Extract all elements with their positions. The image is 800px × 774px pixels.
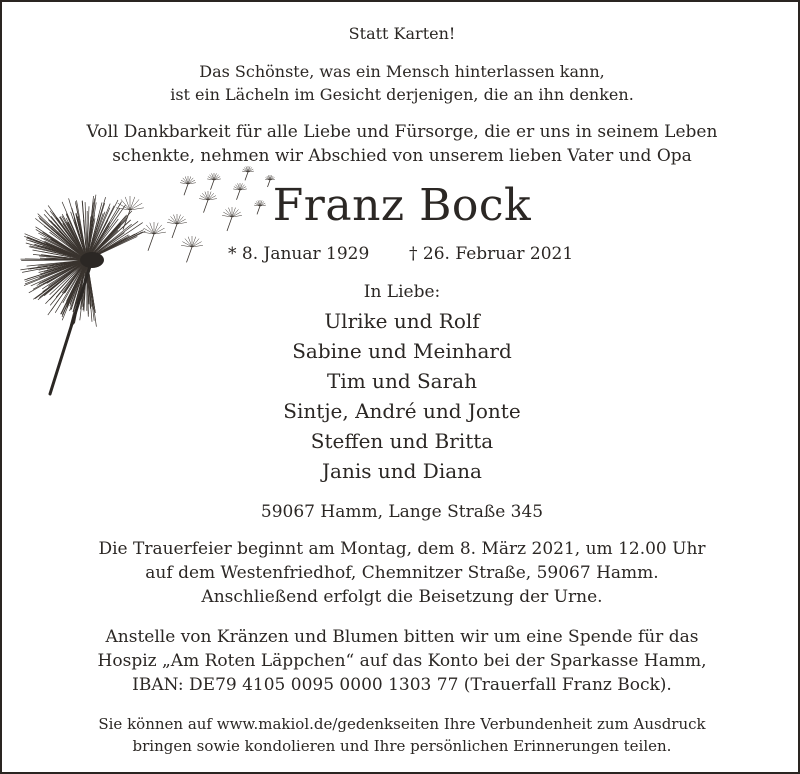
donation-line-1: Anstelle von Kränzen und Blumen bitten wir um eine Spende für das: [105, 627, 699, 647]
header-text: Statt Karten!: [348, 24, 456, 43]
death-date: † 26. Februar 2021: [409, 244, 574, 264]
mourner-name: Janis und Diana: [322, 459, 482, 483]
quote-line-2: ist ein Lächeln im Gesicht derjenigen, die an ihn denken.: [170, 85, 634, 104]
mourners-intro: In Liebe:: [363, 282, 441, 302]
online-line-1: Sie können auf www.makiol.de/gedenkseiten Ihre Verbundenheit zum Ausdruck: [98, 715, 706, 733]
deceased-name: Franz Bock: [272, 180, 532, 231]
mourner-name: Tim und Sarah: [327, 369, 477, 393]
funeral-line-2: auf dem Westenfriedhof, Chemnitzer Straße, 59067 Hamm.: [145, 563, 659, 583]
intro-line-1: Voll Dankbarkeit für alle Liebe und Fürsorge, die er uns in seinem Leben: [86, 122, 718, 142]
quote-line-1: Das Schönste, was ein Mensch hinterlassen kann,: [199, 62, 605, 81]
mourner-name: Sabine und Meinhard: [292, 339, 512, 363]
funeral-line-3: Anschließend erfolgt die Beisetzung der Urne.: [201, 587, 603, 607]
mourner-name: Sintje, André und Jonte: [283, 399, 521, 423]
birth-date: * 8. Januar 1929: [228, 244, 370, 264]
mourner-name: Ulrike und Rolf: [324, 309, 480, 333]
donation-line-2: Hospiz „Am Roten Läppchen“ auf das Konto bei der Sparkasse Hamm,: [97, 651, 707, 671]
intro-line-2: schenkte, nehmen wir Abschied von unserem lieben Vater und Opa: [112, 146, 692, 166]
donation-line-3: IBAN: DE79 4105 0095 0000 1303 77 (Trauerfall Franz Bock).: [132, 675, 672, 695]
address: 59067 Hamm, Lange Straße 345: [260, 502, 544, 522]
online-line-2: bringen sowie kondolieren und Ihre persönlichen Erinnerungen teilen.: [132, 737, 672, 755]
mourner-name: Steffen und Britta: [310, 429, 494, 453]
funeral-line-1: Die Trauerfeier beginnt am Montag, dem 8. März 2021, um 12.00 Uhr: [98, 539, 706, 559]
